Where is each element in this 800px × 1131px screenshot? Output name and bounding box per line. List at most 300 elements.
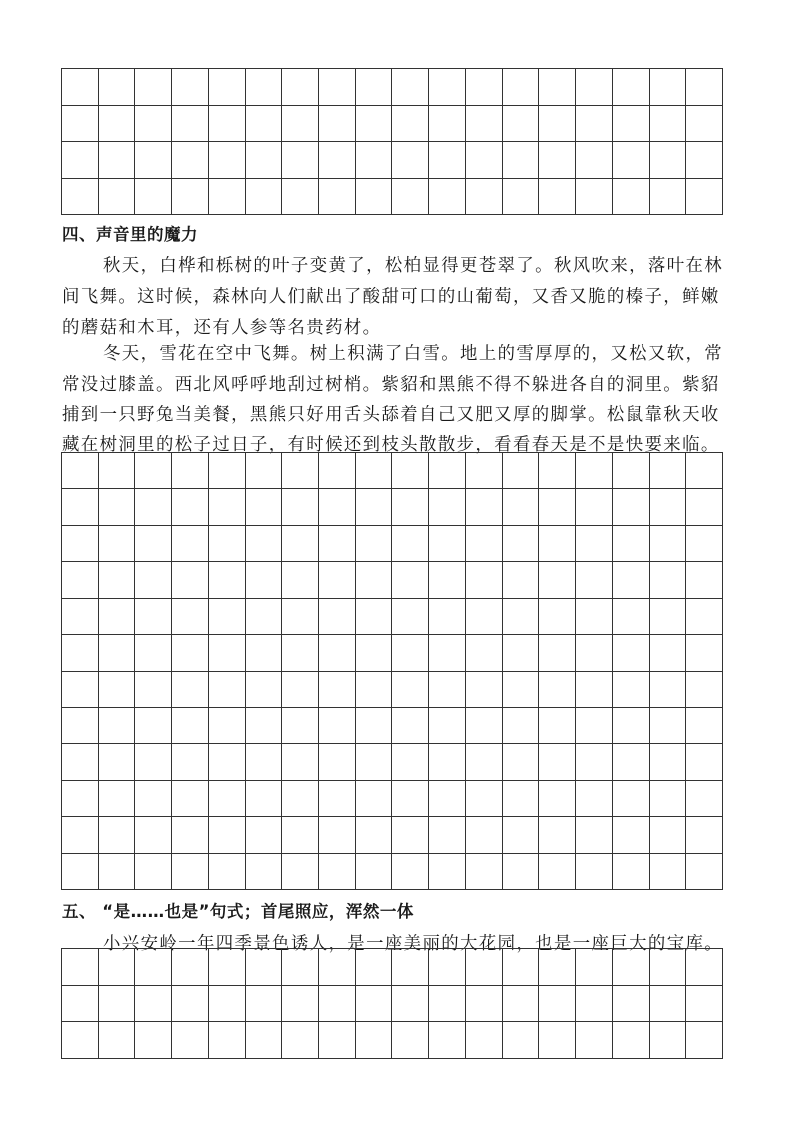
- grid-cell[interactable]: [686, 526, 723, 562]
- grid-cell[interactable]: [466, 744, 503, 780]
- grid-cell[interactable]: [686, 708, 723, 744]
- grid-cell[interactable]: [319, 489, 356, 525]
- grid-cell[interactable]: [99, 69, 136, 106]
- grid-cell[interactable]: [613, 949, 650, 986]
- writing-grid-middle[interactable]: [61, 452, 723, 890]
- grid-cell[interactable]: [135, 986, 172, 1023]
- grid-cell[interactable]: [209, 672, 246, 708]
- grid-cell[interactable]: [356, 142, 393, 179]
- grid-cell[interactable]: [172, 672, 209, 708]
- grid-cell[interactable]: [135, 562, 172, 598]
- grid-cell[interactable]: [282, 453, 319, 489]
- grid-cell[interactable]: [466, 781, 503, 817]
- grid-cell[interactable]: [282, 142, 319, 179]
- grid-cell[interactable]: [539, 489, 576, 525]
- grid-cell[interactable]: [429, 986, 466, 1023]
- grid-cell[interactable]: [539, 106, 576, 143]
- grid-cell[interactable]: [503, 854, 540, 890]
- grid-cell[interactable]: [539, 142, 576, 179]
- grid-cell[interactable]: [356, 106, 393, 143]
- grid-cell[interactable]: [429, 489, 466, 525]
- grid-cell[interactable]: [576, 635, 613, 671]
- grid-cell[interactable]: [62, 744, 99, 780]
- grid-cell[interactable]: [209, 1022, 246, 1059]
- grid-cell[interactable]: [576, 708, 613, 744]
- grid-cell[interactable]: [576, 142, 613, 179]
- grid-cell[interactable]: [503, 672, 540, 708]
- grid-cell[interactable]: [392, 69, 429, 106]
- grid-cell[interactable]: [650, 781, 687, 817]
- grid-cell[interactable]: [246, 817, 283, 853]
- grid-cell[interactable]: [319, 781, 356, 817]
- grid-cell[interactable]: [99, 489, 136, 525]
- grid-cell[interactable]: [503, 986, 540, 1023]
- grid-cell[interactable]: [209, 599, 246, 635]
- writing-grid-bottom[interactable]: [61, 948, 723, 1059]
- grid-cell[interactable]: [650, 599, 687, 635]
- grid-cell[interactable]: [503, 562, 540, 598]
- grid-cell[interactable]: [392, 562, 429, 598]
- grid-cell[interactable]: [62, 949, 99, 986]
- grid-cell[interactable]: [466, 526, 503, 562]
- grid-cell[interactable]: [246, 854, 283, 890]
- grid-cell[interactable]: [172, 453, 209, 489]
- grid-cell[interactable]: [209, 744, 246, 780]
- grid-cell[interactable]: [466, 854, 503, 890]
- grid-cell[interactable]: [429, 453, 466, 489]
- grid-cell[interactable]: [319, 817, 356, 853]
- grid-cell[interactable]: [539, 744, 576, 780]
- grid-cell[interactable]: [172, 708, 209, 744]
- grid-cell[interactable]: [429, 106, 466, 143]
- grid-cell[interactable]: [466, 635, 503, 671]
- grid-cell[interactable]: [282, 562, 319, 598]
- grid-cell[interactable]: [62, 635, 99, 671]
- grid-cell[interactable]: [613, 106, 650, 143]
- grid-cell[interactable]: [246, 781, 283, 817]
- grid-cell[interactable]: [172, 69, 209, 106]
- grid-cell[interactable]: [62, 817, 99, 853]
- grid-cell[interactable]: [172, 106, 209, 143]
- grid-cell[interactable]: [576, 781, 613, 817]
- grid-cell[interactable]: [686, 1022, 723, 1059]
- grid-cell[interactable]: [503, 1022, 540, 1059]
- grid-cell[interactable]: [576, 744, 613, 780]
- grid-cell[interactable]: [356, 69, 393, 106]
- grid-cell[interactable]: [613, 69, 650, 106]
- grid-cell[interactable]: [429, 1022, 466, 1059]
- grid-cell[interactable]: [135, 781, 172, 817]
- grid-cell[interactable]: [429, 635, 466, 671]
- grid-cell[interactable]: [466, 817, 503, 853]
- grid-cell[interactable]: [392, 986, 429, 1023]
- grid-cell[interactable]: [99, 562, 136, 598]
- grid-cell[interactable]: [172, 1022, 209, 1059]
- grid-cell[interactable]: [392, 744, 429, 780]
- grid-cell[interactable]: [429, 562, 466, 598]
- grid-cell[interactable]: [135, 599, 172, 635]
- grid-cell[interactable]: [282, 854, 319, 890]
- grid-cell[interactable]: [466, 708, 503, 744]
- grid-cell[interactable]: [172, 599, 209, 635]
- grid-cell[interactable]: [356, 562, 393, 598]
- grid-cell[interactable]: [209, 489, 246, 525]
- grid-cell[interactable]: [686, 562, 723, 598]
- grid-cell[interactable]: [686, 599, 723, 635]
- grid-cell[interactable]: [466, 453, 503, 489]
- grid-cell[interactable]: [209, 708, 246, 744]
- grid-cell[interactable]: [686, 453, 723, 489]
- grid-cell[interactable]: [135, 179, 172, 216]
- grid-cell[interactable]: [613, 854, 650, 890]
- grid-cell[interactable]: [246, 453, 283, 489]
- grid-cell[interactable]: [466, 986, 503, 1023]
- grid-cell[interactable]: [429, 744, 466, 780]
- grid-cell[interactable]: [613, 1022, 650, 1059]
- grid-cell[interactable]: [429, 526, 466, 562]
- grid-cell[interactable]: [392, 599, 429, 635]
- grid-cell[interactable]: [576, 562, 613, 598]
- grid-cell[interactable]: [429, 179, 466, 216]
- grid-cell[interactable]: [356, 854, 393, 890]
- grid-cell[interactable]: [503, 744, 540, 780]
- grid-cell[interactable]: [650, 489, 687, 525]
- grid-cell[interactable]: [319, 635, 356, 671]
- grid-cell[interactable]: [246, 599, 283, 635]
- grid-cell[interactable]: [429, 781, 466, 817]
- grid-cell[interactable]: [576, 526, 613, 562]
- grid-cell[interactable]: [392, 949, 429, 986]
- grid-cell[interactable]: [135, 817, 172, 853]
- grid-cell[interactable]: [539, 562, 576, 598]
- grid-cell[interactable]: [319, 672, 356, 708]
- grid-cell[interactable]: [613, 635, 650, 671]
- grid-cell[interactable]: [503, 635, 540, 671]
- grid-cell[interactable]: [539, 781, 576, 817]
- grid-cell[interactable]: [650, 562, 687, 598]
- grid-cell[interactable]: [650, 1022, 687, 1059]
- grid-cell[interactable]: [686, 949, 723, 986]
- grid-cell[interactable]: [539, 854, 576, 890]
- grid-cell[interactable]: [282, 986, 319, 1023]
- grid-cell[interactable]: [503, 817, 540, 853]
- grid-cell[interactable]: [282, 949, 319, 986]
- grid-cell[interactable]: [576, 106, 613, 143]
- grid-cell[interactable]: [650, 817, 687, 853]
- grid-cell[interactable]: [135, 453, 172, 489]
- grid-cell[interactable]: [650, 986, 687, 1023]
- grid-cell[interactable]: [613, 142, 650, 179]
- grid-cell[interactable]: [650, 854, 687, 890]
- grid-cell[interactable]: [99, 142, 136, 179]
- grid-cell[interactable]: [172, 179, 209, 216]
- grid-cell[interactable]: [99, 817, 136, 853]
- grid-cell[interactable]: [99, 635, 136, 671]
- grid-cell[interactable]: [246, 986, 283, 1023]
- grid-cell[interactable]: [686, 986, 723, 1023]
- grid-cell[interactable]: [539, 986, 576, 1023]
- grid-cell[interactable]: [62, 599, 99, 635]
- grid-cell[interactable]: [62, 179, 99, 216]
- grid-cell[interactable]: [503, 489, 540, 525]
- grid-cell[interactable]: [613, 986, 650, 1023]
- grid-cell[interactable]: [503, 526, 540, 562]
- grid-cell[interactable]: [209, 179, 246, 216]
- grid-cell[interactable]: [613, 526, 650, 562]
- grid-cell[interactable]: [429, 708, 466, 744]
- grid-cell[interactable]: [539, 599, 576, 635]
- grid-cell[interactable]: [503, 599, 540, 635]
- grid-cell[interactable]: [650, 179, 687, 216]
- grid-cell[interactable]: [650, 453, 687, 489]
- grid-cell[interactable]: [356, 1022, 393, 1059]
- grid-cell[interactable]: [356, 986, 393, 1023]
- grid-cell[interactable]: [62, 672, 99, 708]
- grid-cell[interactable]: [209, 526, 246, 562]
- grid-cell[interactable]: [503, 179, 540, 216]
- grid-cell[interactable]: [172, 562, 209, 598]
- grid-cell[interactable]: [686, 179, 723, 216]
- grid-cell[interactable]: [209, 781, 246, 817]
- grid-cell[interactable]: [429, 854, 466, 890]
- grid-cell[interactable]: [539, 817, 576, 853]
- grid-cell[interactable]: [135, 708, 172, 744]
- grid-cell[interactable]: [539, 949, 576, 986]
- grid-cell[interactable]: [246, 949, 283, 986]
- grid-cell[interactable]: [319, 453, 356, 489]
- grid-cell[interactable]: [539, 69, 576, 106]
- grid-cell[interactable]: [392, 489, 429, 525]
- grid-cell[interactable]: [576, 453, 613, 489]
- grid-cell[interactable]: [209, 635, 246, 671]
- grid-cell[interactable]: [319, 526, 356, 562]
- grid-cell[interactable]: [246, 1022, 283, 1059]
- grid-cell[interactable]: [539, 1022, 576, 1059]
- grid-cell[interactable]: [62, 489, 99, 525]
- grid-cell[interactable]: [209, 106, 246, 143]
- grid-cell[interactable]: [62, 708, 99, 744]
- grid-cell[interactable]: [686, 672, 723, 708]
- grid-cell[interactable]: [392, 817, 429, 853]
- grid-cell[interactable]: [62, 142, 99, 179]
- grid-cell[interactable]: [576, 179, 613, 216]
- grid-cell[interactable]: [686, 489, 723, 525]
- grid-cell[interactable]: [466, 599, 503, 635]
- grid-cell[interactable]: [62, 69, 99, 106]
- grid-cell[interactable]: [503, 106, 540, 143]
- grid-cell[interactable]: [392, 781, 429, 817]
- grid-cell[interactable]: [356, 526, 393, 562]
- grid-cell[interactable]: [99, 599, 136, 635]
- grid-cell[interactable]: [209, 949, 246, 986]
- grid-cell[interactable]: [135, 672, 172, 708]
- grid-cell[interactable]: [172, 817, 209, 853]
- grid-cell[interactable]: [282, 781, 319, 817]
- grid-cell[interactable]: [172, 142, 209, 179]
- grid-cell[interactable]: [282, 489, 319, 525]
- grid-cell[interactable]: [466, 106, 503, 143]
- grid-cell[interactable]: [650, 635, 687, 671]
- grid-cell[interactable]: [209, 817, 246, 853]
- grid-cell[interactable]: [539, 708, 576, 744]
- grid-cell[interactable]: [356, 708, 393, 744]
- grid-cell[interactable]: [503, 708, 540, 744]
- grid-cell[interactable]: [172, 489, 209, 525]
- grid-cell[interactable]: [576, 949, 613, 986]
- grid-cell[interactable]: [172, 526, 209, 562]
- grid-cell[interactable]: [282, 635, 319, 671]
- grid-cell[interactable]: [319, 708, 356, 744]
- grid-cell[interactable]: [99, 949, 136, 986]
- grid-cell[interactable]: [466, 949, 503, 986]
- grid-cell[interactable]: [282, 744, 319, 780]
- grid-cell[interactable]: [246, 708, 283, 744]
- grid-cell[interactable]: [246, 179, 283, 216]
- grid-cell[interactable]: [650, 708, 687, 744]
- grid-cell[interactable]: [319, 179, 356, 216]
- grid-cell[interactable]: [246, 526, 283, 562]
- grid-cell[interactable]: [539, 635, 576, 671]
- grid-cell[interactable]: [99, 854, 136, 890]
- grid-cell[interactable]: [466, 489, 503, 525]
- grid-cell[interactable]: [429, 69, 466, 106]
- grid-cell[interactable]: [503, 949, 540, 986]
- grid-cell[interactable]: [135, 106, 172, 143]
- grid-cell[interactable]: [356, 817, 393, 853]
- grid-cell[interactable]: [172, 986, 209, 1023]
- grid-cell[interactable]: [392, 672, 429, 708]
- grid-cell[interactable]: [99, 986, 136, 1023]
- grid-cell[interactable]: [686, 781, 723, 817]
- grid-cell[interactable]: [135, 1022, 172, 1059]
- grid-cell[interactable]: [99, 1022, 136, 1059]
- grid-cell[interactable]: [319, 854, 356, 890]
- grid-cell[interactable]: [62, 562, 99, 598]
- grid-cell[interactable]: [356, 672, 393, 708]
- grid-cell[interactable]: [503, 142, 540, 179]
- grid-cell[interactable]: [356, 781, 393, 817]
- grid-cell[interactable]: [466, 672, 503, 708]
- grid-cell[interactable]: [282, 526, 319, 562]
- grid-cell[interactable]: [99, 708, 136, 744]
- grid-cell[interactable]: [392, 453, 429, 489]
- grid-cell[interactable]: [576, 599, 613, 635]
- grid-cell[interactable]: [613, 817, 650, 853]
- grid-cell[interactable]: [650, 744, 687, 780]
- grid-cell[interactable]: [613, 179, 650, 216]
- grid-cell[interactable]: [356, 635, 393, 671]
- grid-cell[interactable]: [576, 1022, 613, 1059]
- grid-cell[interactable]: [503, 781, 540, 817]
- grid-cell[interactable]: [503, 69, 540, 106]
- grid-cell[interactable]: [99, 179, 136, 216]
- grid-cell[interactable]: [392, 854, 429, 890]
- grid-cell[interactable]: [135, 69, 172, 106]
- grid-cell[interactable]: [356, 744, 393, 780]
- grid-cell[interactable]: [429, 599, 466, 635]
- grid-cell[interactable]: [209, 854, 246, 890]
- grid-cell[interactable]: [319, 949, 356, 986]
- grid-cell[interactable]: [613, 672, 650, 708]
- grid-cell[interactable]: [576, 817, 613, 853]
- grid-cell[interactable]: [392, 635, 429, 671]
- grid-cell[interactable]: [392, 142, 429, 179]
- grid-cell[interactable]: [686, 854, 723, 890]
- grid-cell[interactable]: [172, 854, 209, 890]
- grid-cell[interactable]: [429, 142, 466, 179]
- grid-cell[interactable]: [686, 69, 723, 106]
- grid-cell[interactable]: [172, 781, 209, 817]
- grid-cell[interactable]: [392, 526, 429, 562]
- grid-cell[interactable]: [282, 817, 319, 853]
- grid-cell[interactable]: [650, 949, 687, 986]
- grid-cell[interactable]: [429, 817, 466, 853]
- grid-cell[interactable]: [650, 69, 687, 106]
- grid-cell[interactable]: [209, 562, 246, 598]
- grid-cell[interactable]: [246, 489, 283, 525]
- grid-cell[interactable]: [576, 489, 613, 525]
- grid-cell[interactable]: [503, 453, 540, 489]
- grid-cell[interactable]: [246, 69, 283, 106]
- grid-cell[interactable]: [209, 986, 246, 1023]
- grid-cell[interactable]: [613, 708, 650, 744]
- grid-cell[interactable]: [576, 854, 613, 890]
- grid-cell[interactable]: [62, 106, 99, 143]
- grid-cell[interactable]: [99, 106, 136, 143]
- grid-cell[interactable]: [135, 635, 172, 671]
- grid-cell[interactable]: [319, 599, 356, 635]
- grid-cell[interactable]: [613, 781, 650, 817]
- grid-cell[interactable]: [282, 708, 319, 744]
- grid-cell[interactable]: [62, 986, 99, 1023]
- grid-cell[interactable]: [576, 986, 613, 1023]
- grid-cell[interactable]: [613, 744, 650, 780]
- grid-cell[interactable]: [466, 562, 503, 598]
- grid-cell[interactable]: [429, 672, 466, 708]
- grid-cell[interactable]: [62, 526, 99, 562]
- grid-cell[interactable]: [539, 672, 576, 708]
- grid-cell[interactable]: [62, 453, 99, 489]
- grid-cell[interactable]: [62, 781, 99, 817]
- grid-cell[interactable]: [686, 106, 723, 143]
- grid-cell[interactable]: [282, 599, 319, 635]
- grid-cell[interactable]: [356, 489, 393, 525]
- grid-cell[interactable]: [613, 489, 650, 525]
- grid-cell[interactable]: [172, 949, 209, 986]
- grid-cell[interactable]: [392, 179, 429, 216]
- grid-cell[interactable]: [356, 949, 393, 986]
- grid-cell[interactable]: [319, 1022, 356, 1059]
- writing-grid-top[interactable]: [61, 68, 723, 215]
- grid-cell[interactable]: [282, 1022, 319, 1059]
- grid-cell[interactable]: [62, 854, 99, 890]
- grid-cell[interactable]: [246, 672, 283, 708]
- grid-cell[interactable]: [172, 744, 209, 780]
- grid-cell[interactable]: [466, 69, 503, 106]
- grid-cell[interactable]: [539, 179, 576, 216]
- grid-cell[interactable]: [319, 106, 356, 143]
- grid-cell[interactable]: [686, 635, 723, 671]
- grid-cell[interactable]: [650, 142, 687, 179]
- grid-cell[interactable]: [539, 526, 576, 562]
- grid-cell[interactable]: [135, 949, 172, 986]
- grid-cell[interactable]: [466, 179, 503, 216]
- grid-cell[interactable]: [62, 1022, 99, 1059]
- grid-cell[interactable]: [356, 599, 393, 635]
- grid-cell[interactable]: [209, 453, 246, 489]
- grid-cell[interactable]: [135, 744, 172, 780]
- grid-cell[interactable]: [99, 744, 136, 780]
